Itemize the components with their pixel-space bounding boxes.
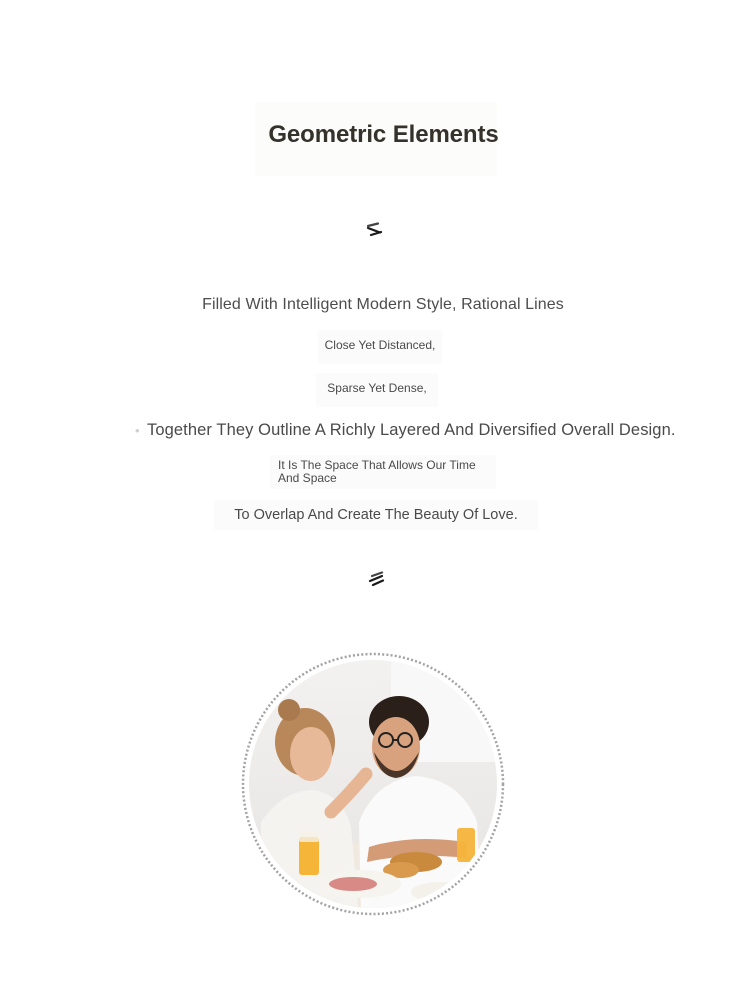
slash-mark-icon — [367, 571, 387, 587]
page-title: Geometric Elements — [268, 121, 499, 148]
bullet-dot: • — [135, 423, 140, 438]
headline-text: Filled With Intelligent Modern Style, Rational Lines — [202, 296, 564, 313]
space-text-line-2: And Space — [278, 471, 337, 485]
overlap-text: To Overlap And Create The Beauty Of Love. — [214, 500, 538, 530]
close-yet-distanced-text: Close Yet Distanced, — [318, 330, 442, 364]
title-block — [255, 102, 497, 176]
sparse-yet-dense-text: Sparse Yet Dense, — [316, 373, 438, 407]
slash-mark-icon — [365, 222, 385, 238]
together-text: Together They Outline A Richly Layered And Diversified Overall Design. — [147, 421, 676, 439]
space-text-line-1: It Is The Space That Allows Our Time — [278, 458, 476, 472]
space-text-block — [270, 455, 496, 489]
couple-breakfast-photo-icon — [241, 652, 505, 916]
couple-photo — [241, 652, 505, 916]
